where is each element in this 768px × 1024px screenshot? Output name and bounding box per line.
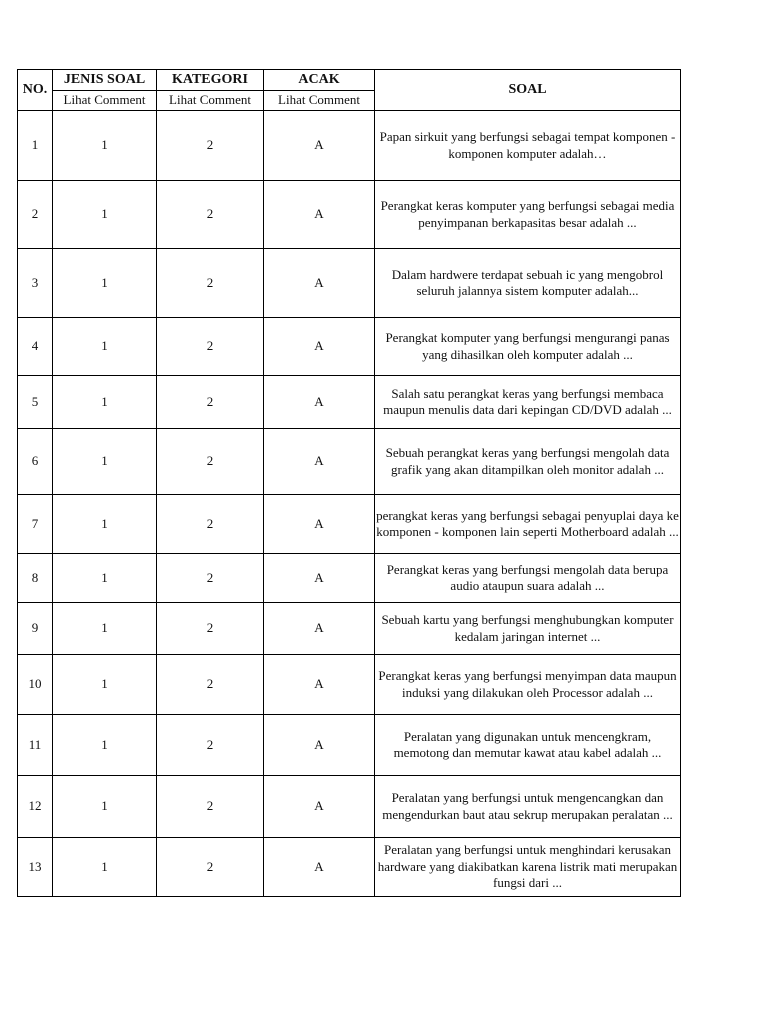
row-jenis-soal-cell: 1 xyxy=(53,318,157,376)
row-kategori-cell: 2 xyxy=(157,776,264,838)
row-no-cell: 3 xyxy=(18,249,53,318)
header-kategori-note: Lihat Comment xyxy=(157,91,264,111)
table-row xyxy=(18,249,681,318)
table-row xyxy=(18,181,681,249)
row-soal-cell: Peralatan yang digunakan untuk mencengkram, memotong dan memutar kawat atau kabel adalah ... xyxy=(375,715,681,776)
row-jenis-soal-cell: 1 xyxy=(53,655,157,715)
row-no-cell: 13 xyxy=(18,838,53,897)
row-no-cell: 8 xyxy=(18,554,53,603)
row-acak-cell: A xyxy=(264,429,375,495)
row-soal-cell: Peralatan yang berfungsi untuk menghindari kerusakan hardware yang diakibatkan karena listrik mati merupakan fungsi dari ... xyxy=(375,838,681,897)
table-body xyxy=(18,111,681,897)
header-acak-note: Lihat Comment xyxy=(264,91,375,111)
row-kategori-cell: 2 xyxy=(157,495,264,554)
row-acak-cell: A xyxy=(264,655,375,715)
table-row xyxy=(18,111,681,181)
table-row xyxy=(18,655,681,715)
row-soal-cell: Dalam hardwere terdapat sebuah ic yang mengobrol seluruh jalannya sistem komputer adalah... xyxy=(375,249,681,318)
row-jenis-soal-cell: 1 xyxy=(53,603,157,655)
question-table xyxy=(17,69,681,897)
row-no-cell: 1 xyxy=(18,111,53,181)
row-acak-cell: A xyxy=(264,776,375,838)
row-no-cell: 2 xyxy=(18,181,53,249)
row-soal-cell: Perangkat keras yang berfungsi mengolah data berupa audio ataupun suara adalah ... xyxy=(375,554,681,603)
row-kategori-cell: 2 xyxy=(157,715,264,776)
row-soal-cell: Peralatan yang berfungsi untuk mengencangkan dan mengendurkan baut atau sekrup merupakan peralatan ... xyxy=(375,776,681,838)
row-kategori-cell: 2 xyxy=(157,838,264,897)
row-soal-cell: perangkat keras yang berfungsi sebagai penyuplai daya ke komponen - komponen lain seperti Motherboard adalah ... xyxy=(375,495,681,554)
row-soal-cell: Perangkat komputer yang berfungsi mengurangi panas yang dihasilkan oleh komputer adalah ... xyxy=(375,318,681,376)
row-kategori-cell: 2 xyxy=(157,181,264,249)
row-no-cell: 10 xyxy=(18,655,53,715)
table-row xyxy=(18,429,681,495)
row-acak-cell: A xyxy=(264,111,375,181)
header-jenis-soal-note: Lihat Comment xyxy=(53,91,157,111)
row-acak-cell: A xyxy=(264,181,375,249)
header-kategori: KATEGORI xyxy=(157,70,264,91)
row-kategori-cell: 2 xyxy=(157,554,264,603)
row-jenis-soal-cell: 1 xyxy=(53,249,157,318)
row-no-cell: 12 xyxy=(18,776,53,838)
header-acak: ACAK xyxy=(264,70,375,91)
row-acak-cell: A xyxy=(264,603,375,655)
row-soal-cell: Sebuah kartu yang berfungsi menghubungkan komputer kedalam jaringan internet ... xyxy=(375,603,681,655)
row-jenis-soal-cell: 1 xyxy=(53,111,157,181)
table-row xyxy=(18,715,681,776)
row-no-cell: 11 xyxy=(18,715,53,776)
table-row xyxy=(18,603,681,655)
row-no-cell: 6 xyxy=(18,429,53,495)
row-soal-cell: Perangkat keras yang berfungsi menyimpan data maupun induksi yang dilakukan oleh Processor adalah ... xyxy=(375,655,681,715)
table-row xyxy=(18,318,681,376)
row-jenis-soal-cell: 1 xyxy=(53,776,157,838)
row-jenis-soal-cell: 1 xyxy=(53,838,157,897)
row-no-cell: 4 xyxy=(18,318,53,376)
row-acak-cell: A xyxy=(264,838,375,897)
table-row xyxy=(18,838,681,897)
row-kategori-cell: 2 xyxy=(157,249,264,318)
table-row xyxy=(18,376,681,429)
row-kategori-cell: 2 xyxy=(157,318,264,376)
row-acak-cell: A xyxy=(264,715,375,776)
row-jenis-soal-cell: 1 xyxy=(53,181,157,249)
row-acak-cell: A xyxy=(264,554,375,603)
header-jenis-soal: JENIS SOAL xyxy=(53,70,157,91)
table-row xyxy=(18,554,681,603)
row-kategori-cell: 2 xyxy=(157,603,264,655)
row-no-cell: 9 xyxy=(18,603,53,655)
row-acak-cell: A xyxy=(264,249,375,318)
row-acak-cell: A xyxy=(264,495,375,554)
row-kategori-cell: 2 xyxy=(157,655,264,715)
row-jenis-soal-cell: 1 xyxy=(53,429,157,495)
row-kategori-cell: 2 xyxy=(157,111,264,181)
row-soal-cell: Sebuah perangkat keras yang berfungsi mengolah data grafik yang akan ditampilkan oleh monitor adalah ... xyxy=(375,429,681,495)
header-soal: SOAL xyxy=(375,70,681,111)
row-jenis-soal-cell: 1 xyxy=(53,715,157,776)
row-acak-cell: A xyxy=(264,318,375,376)
row-no-cell: 7 xyxy=(18,495,53,554)
table-row xyxy=(18,776,681,838)
row-kategori-cell: 2 xyxy=(157,429,264,495)
row-jenis-soal-cell: 1 xyxy=(53,495,157,554)
row-kategori-cell: 2 xyxy=(157,376,264,429)
row-no-cell: 5 xyxy=(18,376,53,429)
row-soal-cell: Perangkat keras komputer yang berfungsi sebagai media penyimpanan berkapasitas besar adalah ... xyxy=(375,181,681,249)
table-row xyxy=(18,495,681,554)
row-soal-cell: Papan sirkuit yang berfungsi sebagai tempat komponen - komponen komputer adalah… xyxy=(375,111,681,181)
row-soal-cell: Salah satu perangkat keras yang berfungsi membaca maupun menulis data dari kepingan CD/DVD adalah ... xyxy=(375,376,681,429)
row-jenis-soal-cell: 1 xyxy=(53,554,157,603)
header-no: NO. xyxy=(18,70,53,111)
row-acak-cell: A xyxy=(264,376,375,429)
row-jenis-soal-cell: 1 xyxy=(53,376,157,429)
